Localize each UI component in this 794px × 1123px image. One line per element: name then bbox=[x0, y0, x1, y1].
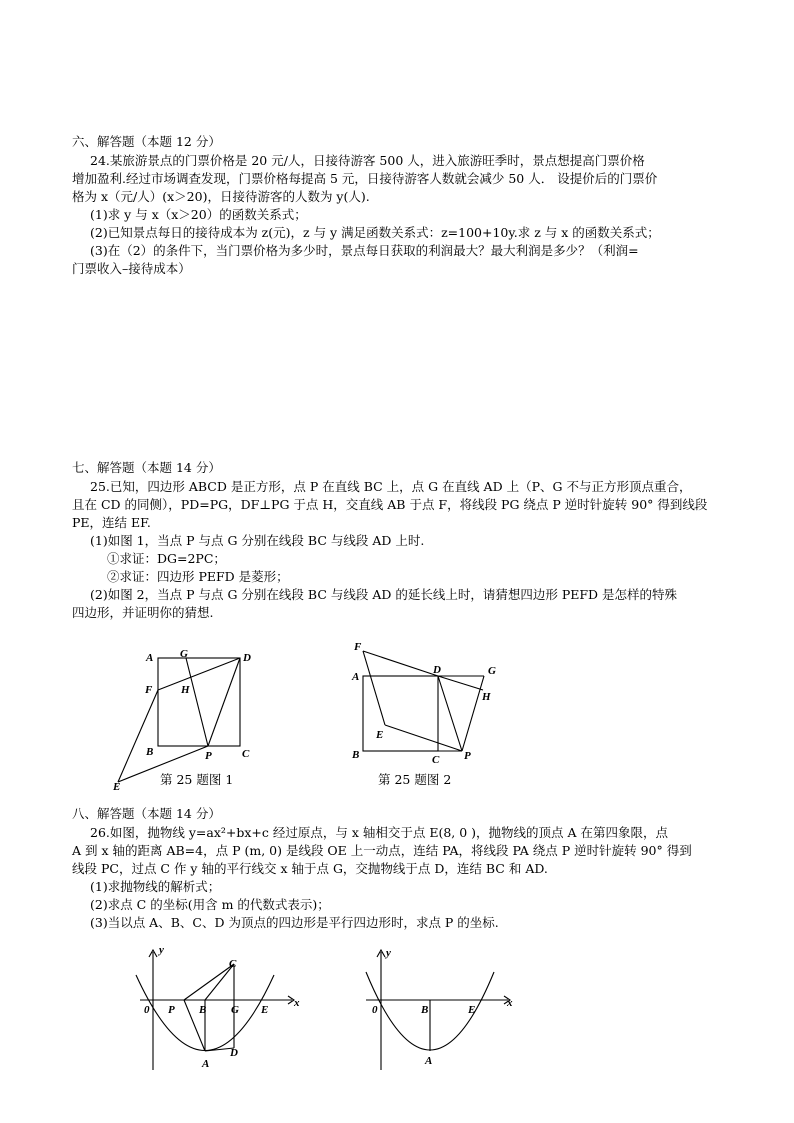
q25-line2: 且在 CD 的同侧），PD=PG，DF⊥PG 于点 H，交直线 AB 于点 F，将线段 PG 绕点 P 逆时针旋转 90° 得到线段 bbox=[72, 497, 708, 512]
graph1-label-C: C bbox=[229, 958, 237, 970]
q25-part1: (1)如图 1，当点 P 与点 G 分别在线段 BC 与线段 AD 上时. bbox=[90, 533, 425, 548]
fig2-label-B: B bbox=[352, 749, 360, 761]
q24-line3: 格为 x（元/人）(x＞20)，日接待游客的人数为 y(人). bbox=[72, 189, 370, 204]
fig2-label-H: H bbox=[482, 691, 491, 703]
fig2-segment-DP bbox=[438, 676, 462, 751]
figure-25-1 bbox=[100, 640, 270, 793]
q25-line1: 25.已知，四边形 ABCD 是正方形，点 P 在直线 BC 上，点 G 在直线 AD 上（P、G 不与正方形顶点重合， bbox=[90, 479, 692, 494]
fig2-segment-FD bbox=[363, 651, 438, 676]
fig1-label-P: P bbox=[205, 750, 212, 762]
figure-25-2 bbox=[345, 635, 515, 770]
q24-line2: 增加盈利.经过市场调查发现，门票价格每提高 5 元，日接待游客人数就会减少 50 人． 设提价后的门票价 bbox=[72, 171, 658, 186]
fig2-label-E: E bbox=[376, 729, 384, 741]
fig2-segment-EP bbox=[385, 725, 462, 751]
q25-part2: (2)如图 2，当点 P 与点 G 分别在线段 BC 与线段 AD 的延长线上时，请猜想四边形 PEFD 是怎样的特殊 bbox=[90, 587, 678, 602]
q25-line3: PE，连结 EF. bbox=[72, 515, 151, 530]
section8-header: 八、解答题（本题 14 分） bbox=[72, 806, 221, 821]
q24-part3: (3)在（2）的条件下，当门票价格为多少时，景点每日获取的利润最大？最大利润是多少？（利润= bbox=[90, 243, 639, 258]
fig2-label-G: G bbox=[488, 665, 496, 677]
q24-line1: 24.某旅游景点的门票价格是 20 元/人，日接待游客 500 人，进入旅游旺季时，景点想提高门票价格 bbox=[90, 153, 645, 168]
fig1-label-C: C bbox=[242, 748, 250, 760]
fig1-label-H: H bbox=[181, 684, 190, 696]
graph1-label-A: A bbox=[202, 1058, 210, 1070]
graph1-label-E: E bbox=[261, 1004, 269, 1016]
graph1-label-G: G bbox=[231, 1004, 239, 1016]
fig1-label-F: F bbox=[145, 684, 153, 696]
q25-part1-i: ①求证：DG=2PC； bbox=[107, 551, 226, 566]
graph1-label-x: x bbox=[294, 997, 300, 1009]
graph1-label-D: D bbox=[230, 1047, 238, 1059]
fig1-square bbox=[158, 658, 240, 746]
section6-header: 六、解答题（本题 12 分） bbox=[72, 134, 221, 149]
fig1-label-E: E bbox=[113, 781, 121, 793]
q25-part2-cont: 四边形，并证明你的猜想. bbox=[72, 605, 214, 620]
graph-26-2 bbox=[363, 945, 518, 1075]
graph2-label-O: 0 bbox=[372, 1004, 378, 1016]
graph1-label-y: y bbox=[159, 944, 164, 956]
fig1-label-D: D bbox=[243, 652, 251, 664]
q26-line1: 26.如图，抛物线 y=ax²+bx+c 经过原点，与 x 轴相交于点 E(8, 0 )，抛物线的顶点 A 在第四象限，点 bbox=[90, 825, 669, 840]
graph2-label-x: x bbox=[507, 997, 513, 1009]
fig1-label-A: A bbox=[146, 652, 154, 664]
q26-line3: 线段 PC，过点 C 作 y 轴的平行线交 x 轴于点 G，交抛物线于点 D，连结 BC 和 AD. bbox=[72, 861, 548, 876]
graph2-label-A: A bbox=[425, 1055, 433, 1067]
fig1-segment-DF bbox=[158, 658, 240, 690]
fig1-label-G: G bbox=[180, 648, 188, 660]
graph1-label-O: 0 bbox=[144, 1004, 150, 1016]
fig2-label-D: D bbox=[433, 664, 441, 676]
q26-part1: (1)求抛物线的解析式； bbox=[90, 879, 221, 894]
graph-26-1 bbox=[135, 945, 305, 1075]
fig2-segment-FE bbox=[363, 651, 385, 725]
q25-part1-ii: ②求证：四边形 PEFD 是菱形； bbox=[107, 569, 289, 584]
q24-part3-cont: 门票收入–接待成本） bbox=[72, 261, 191, 276]
fig2-label-F: F bbox=[354, 641, 362, 653]
graph2-label-E: E bbox=[468, 1004, 476, 1016]
graph2-label-B: B bbox=[421, 1004, 429, 1016]
fig1-label-B: B bbox=[146, 746, 154, 758]
q24-part1: (1)求 y 与 x（x＞20）的函数关系式； bbox=[90, 207, 307, 222]
section7-header: 七、解答题（本题 14 分） bbox=[72, 460, 221, 475]
graph2-label-y: y bbox=[386, 947, 391, 959]
fig2-label-C: C bbox=[432, 754, 440, 766]
q26-line2: A 到 x 轴的距离 AB=4，点 P (m, 0) 是线段 OE 上一动点，连结 PA，将线段 PA 绕点 P 逆时针旋转 90° 得到 bbox=[72, 843, 692, 858]
fig2-caption: 第 25 题图 2 bbox=[378, 772, 452, 787]
graph1-label-B: B bbox=[199, 1004, 207, 1016]
graph1-label-P: P bbox=[168, 1004, 175, 1016]
fig1-segment-DP bbox=[208, 658, 240, 746]
fig2-label-P: P bbox=[464, 750, 471, 762]
fig2-label-A: A bbox=[352, 671, 360, 683]
fig1-caption: 第 25 题图 1 bbox=[160, 772, 234, 787]
fig2-segment-DH bbox=[438, 676, 483, 690]
q26-part3: (3)当以点 A、B、C、D 为顶点的四边形是平行四边形时，求点 P 的坐标. bbox=[90, 915, 499, 930]
q26-part2: (2)求点 C 的坐标(用含 m 的代数式表示)； bbox=[90, 897, 330, 912]
q24-part2: (2)已知景点每日的接待成本为 z(元)，z 与 y 满足函数关系式：z=100+10y.求 z 与 x 的函数关系式； bbox=[90, 225, 660, 240]
